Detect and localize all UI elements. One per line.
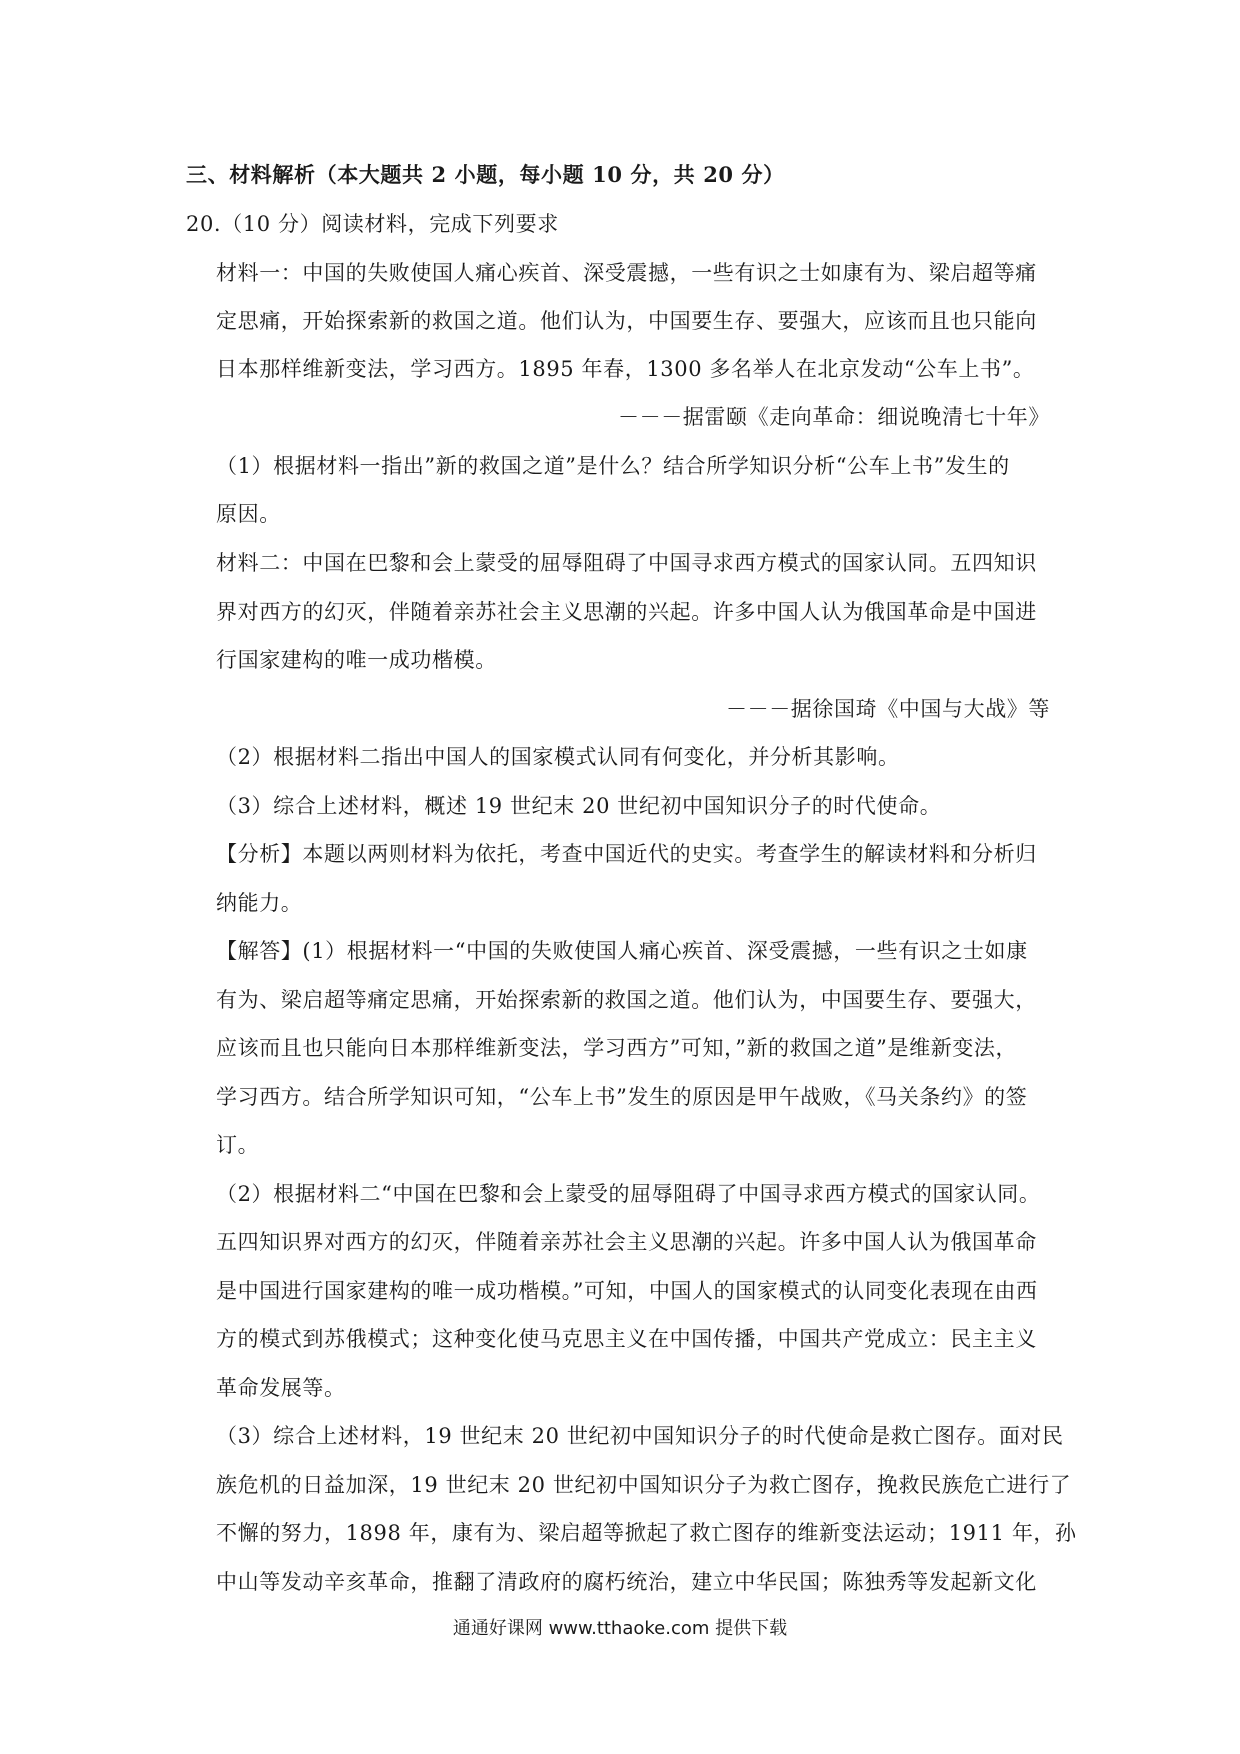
answer2-line: 是中国进行国家建构的唯一成功楷模。”可知，中国人的国家模式的认同变化表现在由西	[216, 1279, 1038, 1303]
answer1-line: 订。	[216, 1133, 260, 1157]
answer1-line: 应该而且也只能向日本那样维新变法，学习西方”可知，”新的救国之道”是维新变法，	[216, 1036, 1018, 1060]
answer3-line: 不懈的努力，1898 年，康有为、梁启超等掀起了救亡图存的维新变法运动；1911 年，孙	[216, 1521, 1077, 1545]
material2-source: －－－据徐国琦《中国与大战》等	[726, 697, 1050, 721]
material1-line: 定思痛，开始探索新的救国之道。他们认为，中国要生存、要强大，应该而且也只能向	[216, 309, 1037, 333]
question-heading: 20.（10 分）阅读材料，完成下列要求	[186, 212, 559, 236]
material2-line: 界对西方的幻灭，伴随着亲苏社会主义思潮的兴起。许多中国人认为俄国革命是中国进	[216, 600, 1037, 624]
answer3-line: （3）综合上述材料，19 世纪末 20 世纪初中国知识分子的时代使命是救亡图存。面对民	[216, 1424, 1064, 1448]
page-footer: 通通好课网 www.tthaoke.com 提供下载	[452, 1618, 788, 1639]
answer2-line: 革命发展等。	[216, 1376, 346, 1400]
answer3-line: 族危机的日益加深，19 世纪末 20 世纪初中国知识分子为救亡图存，挽救民族危亡进行了	[216, 1473, 1072, 1497]
answer2-line: （2）根据材料二“中国在巴黎和会上蒙受的屈辱阻碍了中国寻求西方模式的国家认同。	[216, 1182, 1041, 1206]
material2-line: 行国家建构的唯一成功楷模。	[216, 648, 497, 672]
subquestion-1-line: 原因。	[216, 502, 281, 526]
section-title: 三、材料解析（本大题共 2 小题，每小题 10 分，共 20 分）	[186, 162, 785, 187]
subquestion-3: （3）综合上述材料，概述 19 世纪末 20 世纪初中国知识分子的时代使命。	[216, 794, 942, 818]
material1-source: －－－据雷颐《走向革命：细说晚清七十年》	[618, 405, 1050, 429]
answer3-line: 中山等发动辛亥革命，推翻了清政府的腐朽统治，建立中华民国；陈独秀等发起新文化	[216, 1570, 1037, 1594]
answer1-line: 有为、梁启超等痛定思痛，开始探索新的救国之道。他们认为，中国要生存、要强大，	[216, 988, 1037, 1012]
answer2-line: 五四知识界对西方的幻灭，伴随着亲苏社会主义思潮的兴起。许多中国人认为俄国革命	[216, 1230, 1037, 1254]
subquestion-2: （2）根据材料二指出中国人的国家模式认同有何变化，并分析其影响。	[216, 745, 900, 769]
subquestion-1-line: （1）根据材料一指出”新的救国之道”是什么？结合所学知识分析“公车上书”发生的	[216, 454, 1010, 478]
analysis-line: 【分析】本题以两则材料为依托，考查中国近代的史实。考查学生的解读材料和分析归	[216, 842, 1037, 866]
analysis-line: 纳能力。	[216, 891, 303, 915]
answer1-line: 学习西方。结合所学知识可知，“公车上书”发生的原因是甲午战败，《马关条约》的签	[216, 1085, 1028, 1109]
material1-line: 材料一：中国的失败使国人痛心疾首、深受震撼，一些有识之士如康有为、梁启超等痛	[216, 261, 1037, 285]
answer1-line: 【解答】(1）根据材料一“中国的失败使国人痛心疾首、深受震撼，一些有识之士如康	[216, 939, 1028, 963]
material1-line: 日本那样维新变法，学习西方。1895 年春，1300 多名举人在北京发动“公车上书”。	[216, 357, 1035, 381]
answer2-line: 方的模式到苏俄模式；这种变化使马克思主义在中国传播，中国共产党成立：民主主义	[216, 1327, 1037, 1351]
material2-line: 材料二：中国在巴黎和会上蒙受的屈辱阻碍了中国寻求西方模式的国家认同。五四知识	[216, 551, 1037, 575]
